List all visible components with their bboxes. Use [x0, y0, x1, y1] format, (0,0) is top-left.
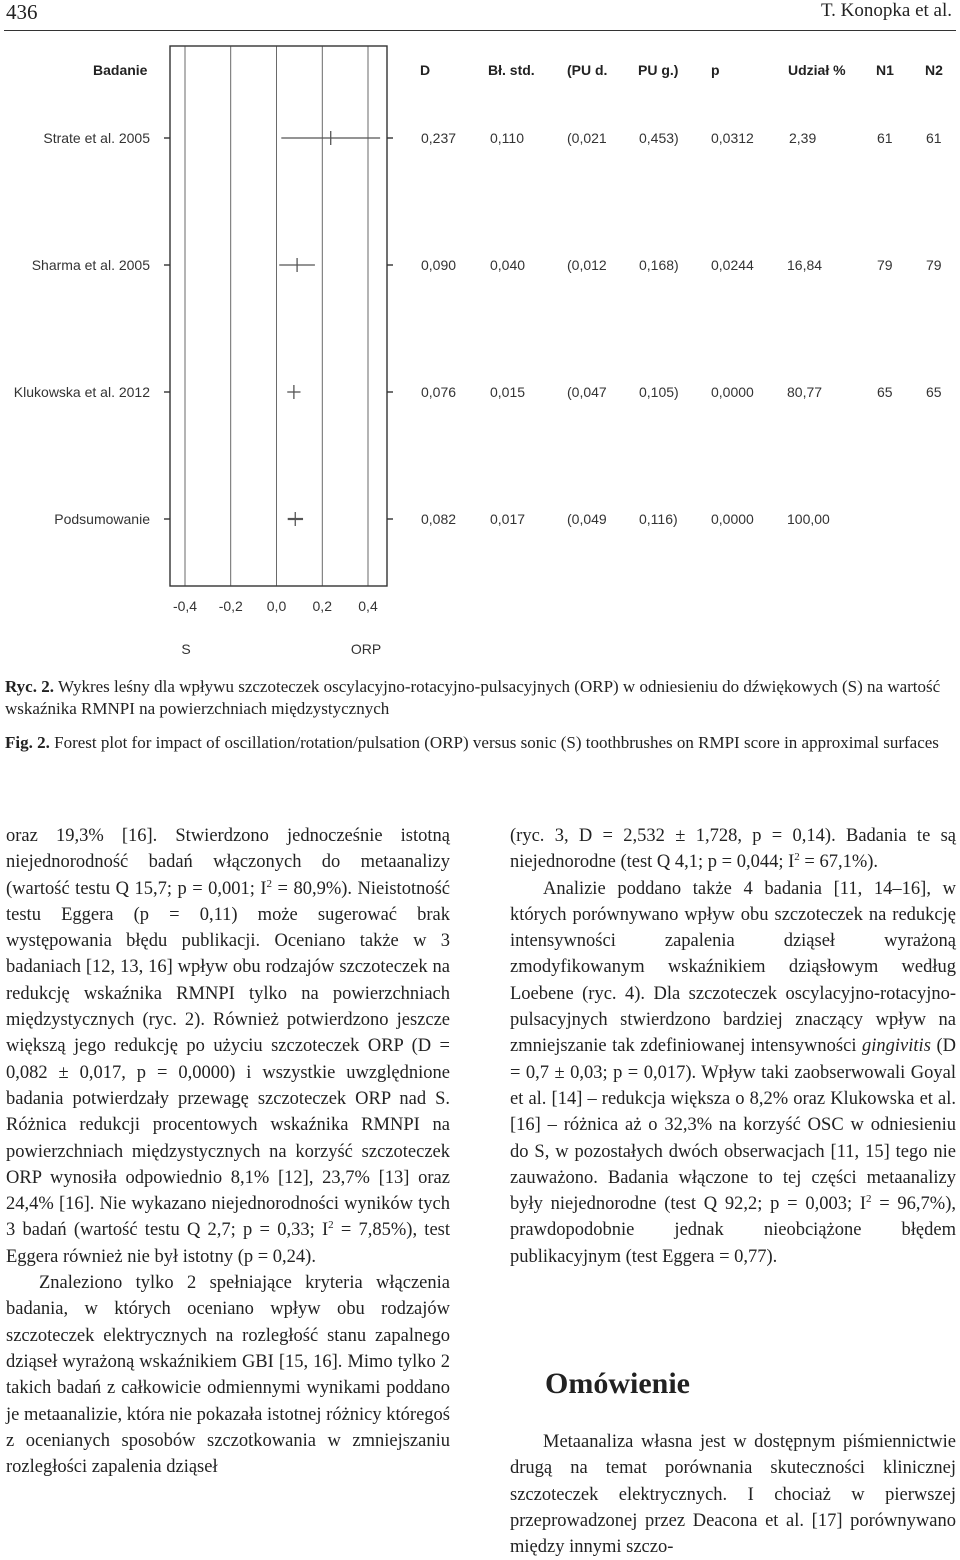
axis-label-s: S — [181, 641, 191, 657]
header-se: Bł. std. — [488, 62, 535, 78]
cell-p: 0,0000 — [711, 511, 754, 527]
cell-ci-low: (0,021 — [567, 130, 607, 146]
cell-weight: 100,00 — [787, 511, 830, 527]
cell-ci-high: 0,168) — [639, 257, 679, 273]
header-weight: Udział % — [788, 62, 846, 78]
cell-se: 0,110 — [490, 130, 524, 146]
header-p: p — [711, 62, 720, 78]
left-column — [6, 823, 450, 1480]
axis-label-orp: ORP — [350, 641, 382, 657]
cell-n1: 65 — [877, 384, 893, 400]
cell-d: 0,076 — [421, 384, 457, 400]
paragraph: Znaleziono tylko 2 spełniające kryteria włączenia badania, w których oceniano wpływ obu rodzajów szczoteczek elektrycznych na rozległość stanu zapalnego dziąseł wyrażoną wskaźnikiem GBI [15, 16]. Mimo tylko 2 takich badań z całkowicie odmiennymi wynikami poddano je metaanalizie, która nie pokazała istotnej różnicy któregoś z ocenianych sposobów szczotkowania w zmniejszaniu rozległości zapalenia dziąseł — [6, 1273, 450, 1478]
text-run: = 80,9%). Nieistotność testu Eggera (p = 0,11) może sugerować brak występowania błędu publikacji. Oceniano także w 3 badaniach [12, 13, 16] wpływ obu rodzajów szczoteczek na redukcję wskaźnika RMNPI tylko na powierzchniach międzystycznych (ryc. 2). Również potwierdzono jeszcze większą jego redukcję po użyciu szczoteczek ORP (D = 0,082 ± 0,017, p = 0,0000) i wszystkie uwzględnione badania potwierdzały przewagę szczoteczek ORP nad S. Różnica redukcji procentowych wskaźnika RMNPI na powierzchniach międzystycznych na korzyść szczoteczek ORP wynosiła odpowiednio 8,1% [12], 23,7% [13] oraz 24,4% [16]. Nie wykazano niejednorodności wyników tych 3 badań (wartość testu Q 2,7; p = 0,33; I — [6, 878, 450, 1241]
header-n2: N2 — [925, 62, 943, 78]
study-label: Strate et al. 2005 — [43, 130, 150, 146]
text-run: = 96,7%), prawdopodobnie jednak nieobciążone błędem publikacyjnym (test Eggera = 0,77). — [510, 1194, 956, 1267]
italic-term: gingivitis — [862, 1036, 931, 1057]
header-n1: N1 — [876, 62, 894, 78]
header-d: D — [420, 62, 431, 78]
cell-d: 0,237 — [421, 130, 457, 146]
text-run: (D = 0,7 ± 0,03; p = 0,017). Wpływ taki zaobserwowali Goyal et al. [14] – redukcja większa o 8,2% oraz Klukowska et al. [16] – różnica aż o 32,3% na korzyść OSC w odniesieniu do S, w pozostałych dwóch obserwacjach [11, 15] tego nie zauważono. Badania włączone to tej części metaanalizy były niejednorodne (test Q 92,2; p = 0,003; I — [510, 1036, 956, 1215]
text-run: oraz 19,3% [16]. Stwierdzono jednocześnie istotną niejednorodność badań włączonych do metaanalizy (wartość testu Q 15,7; p = 0,001; I — [6, 826, 450, 899]
cell-n1: 61 — [877, 130, 893, 146]
cell-ci-high: 0,116) — [639, 511, 678, 527]
cell-d: 0,082 — [421, 511, 457, 527]
right-column-cont — [510, 1429, 956, 1560]
plot-frame — [170, 46, 387, 586]
cell-n2: 79 — [926, 257, 942, 273]
cell-ci-high: 0,105) — [639, 384, 679, 400]
cell-n1: 79 — [877, 257, 893, 273]
x-tick-label: -0,4 — [172, 598, 198, 614]
text-run: = 67,1%). — [799, 852, 879, 873]
cell-ci-low: (0,012 — [567, 257, 607, 273]
cell-n2: 61 — [926, 130, 942, 146]
x-tick-label: 0,4 — [358, 598, 378, 614]
caption-pl-label: Ryc. 2. — [5, 677, 54, 696]
paragraph: Metaanaliza własna jest w dostępnym piśmiennictwie drugą na temat porównania skuteczności klinicznej szczoteczek elektrycznych. I chociaż w pierwszej przeprowadzonej przez Deacona et al. [17] porównywano między innymi szczo- — [510, 1432, 956, 1558]
caption-pl — [5, 676, 950, 720]
text-run: = 7,85%), test Eggera również nie był istotny (p = 0,24). — [6, 1220, 450, 1267]
cell-weight: 16,84 — [787, 257, 823, 273]
summary-label: Podsumowanie — [54, 511, 150, 527]
paragraph — [6, 823, 450, 1270]
running-head: T. Konopka et al. — [820, 0, 952, 21]
section-heading: Omówienie — [545, 1367, 690, 1400]
paragraph — [510, 823, 956, 876]
superscript: 2 — [866, 1193, 872, 1205]
page-number: 436 — [6, 0, 38, 24]
cell-se: 0,017 — [490, 511, 526, 527]
text-run: Analizie poddano także 4 badania [11, 14–16], w których porównywano wpływ obu szczoteczek na redukcję intensywności zapalenia dziąseł wyrażoną zmodyfikowanym wskaźnikiem dziąsłowym według Loebene (ryc. 4). Dla szczoteczek oscylacyjno-rotacyjno-pulsacyjnych stwierdzono bardziej znaczący wpływ na zmniejszanie tak zdefiniowanej intensywności — [510, 878, 956, 1057]
superscript: 2 — [328, 1219, 334, 1232]
cell-weight: 80,77 — [787, 384, 823, 400]
header-ci-low: (PU d. — [567, 62, 608, 78]
cell-ci-low: (0,047 — [567, 384, 607, 400]
x-tick-label: -0,2 — [218, 598, 243, 614]
cell-weight: 2,39 — [789, 130, 817, 146]
header-study: Badanie — [93, 62, 148, 78]
study-label: Klukowska et al. 2012 — [13, 384, 150, 400]
paragraph — [510, 876, 956, 1270]
cell-d: 0,090 — [421, 257, 457, 273]
cell-se: 0,015 — [490, 384, 526, 400]
text-run: (ryc. 3, D = 2,532 ± 1,728, p = 0,14). Badania te są niejednorodne (test Q 4,1; p = 0,044; I — [510, 826, 956, 873]
caption-en-text: Forest plot for impact of oscillation/rotation/pulsation (ORP) versus sonic (S) toothbrushes on RMPI score in approximal surfaces — [54, 733, 939, 752]
header-ci-high: PU g.) — [638, 62, 679, 78]
cell-ci-low: (0,049 — [567, 511, 607, 527]
cell-p: 0,0312 — [711, 130, 754, 146]
caption-pl-text: Wykres leśny dla wpływu szczoteczek oscylacyjno-rotacyjno-pulsacyjnych (ORP) w odniesieniu do dźwiękowych (S) na wartość wskaźnika RMNPI na powierzchniach międzystycznych — [5, 677, 941, 718]
cell-se: 0,040 — [490, 257, 526, 273]
superscript: 2 — [266, 877, 273, 890]
study-label: Sharma et al. 2005 — [31, 257, 150, 273]
caption-en-label: Fig. 2. — [5, 733, 50, 752]
cell-p: 0,0244 — [711, 257, 754, 273]
right-column — [510, 823, 956, 1270]
superscript: 2 — [794, 851, 800, 864]
cell-p: 0,0000 — [711, 384, 754, 400]
cell-n2: 65 — [926, 384, 942, 400]
caption-en — [5, 732, 950, 754]
x-tick-label: 0,0 — [266, 598, 287, 614]
x-tick-label: 0,2 — [312, 598, 332, 614]
cell-ci-high: 0,453) — [639, 130, 679, 146]
forest-plot — [0, 0, 960, 680]
